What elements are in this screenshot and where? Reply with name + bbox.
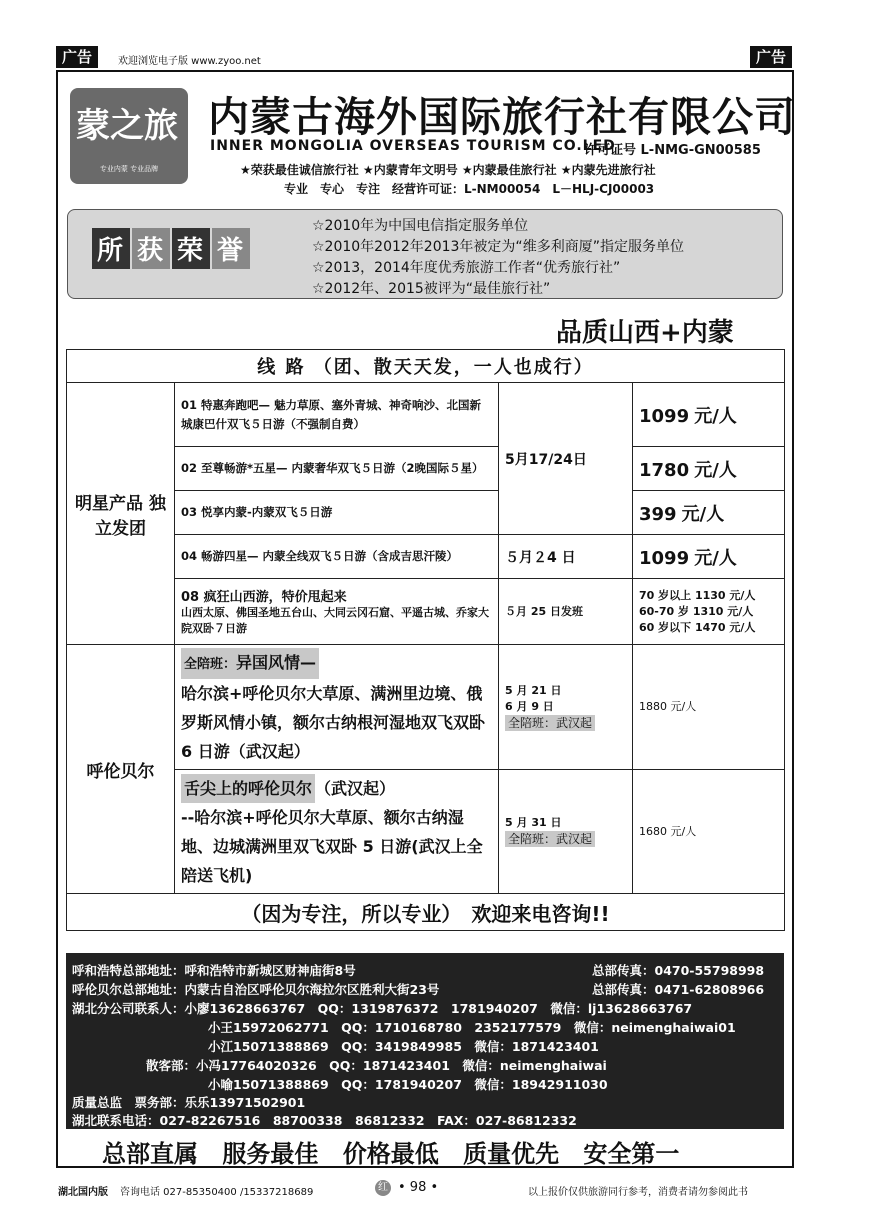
footer-note: 以上报价仅供旅游同行参考，消费者请勿参阅此书: [528, 1187, 748, 1198]
contact-line: 小江15071388869 QQ：3419849985 微信：1871423401: [208, 1039, 599, 1054]
route-hulunbuir-food: [175, 770, 499, 894]
ad-tag-right: 广告: [750, 46, 792, 68]
route-08-text: 山西太原、佛国圣地五台山、大同云冈石窟、平遥古城、乔家大院双卧７日游: [181, 606, 489, 635]
bottom-slogan: 总部直属 服务最佳 价格最低 质量优先 安全第一: [102, 1139, 680, 1168]
honors-badge-char: 获: [132, 228, 170, 269]
honors-badge-char: 所: [92, 228, 130, 269]
route-food-suffix: （武汉起）: [315, 778, 396, 798]
honor-item: ☆2012年、2015被评为“最佳旅行社”: [312, 281, 551, 297]
escort-label: 全陪班：武汉起: [505, 715, 595, 731]
price-unit: 元/人: [681, 503, 725, 525]
route-01: 01 特惠奔跑吧— 魅力草原、塞外青城、神奇响沙、北国新城康巴什双飞５日游（不强制自费）: [175, 383, 499, 447]
route-04: 04 畅游四星— 内蒙全线双飞５日游（含成吉思汗陵）: [175, 535, 499, 579]
dates-food: [499, 770, 633, 894]
price-cell: [633, 491, 785, 535]
route-exotic: [175, 645, 499, 770]
welcome-text: 欢迎浏览电子版 www.zyoo.net: [118, 56, 261, 67]
honor-item: ☆2010年为中国电信指定服务单位: [312, 218, 529, 234]
escort-label: 全陪班：武汉起: [505, 831, 595, 847]
contact-line: 小喻15071388869 QQ：1781940207 微信：18942911030: [208, 1077, 608, 1092]
route-03: 03 悦享内蒙-内蒙双飞５日游: [175, 491, 499, 535]
price-cell: [633, 383, 785, 447]
price-food: 1680 元/人: [633, 770, 785, 894]
license-number: 许可证号 L-NMG-GN00585: [584, 143, 761, 158]
consult-slogan: （因为专注，所以专业） 欢迎来电咨询!!: [67, 894, 785, 931]
date-line: 6 月 9 日: [505, 699, 554, 713]
honors-badge-char: 誉: [212, 228, 250, 269]
contact-line: 呼和浩特总部地址：呼和浩特市新城区财神庙街8号: [72, 963, 356, 978]
contact-line: 小王15972062771 QQ：1710168780 2352177579 微信：neimenghaiwai01: [208, 1020, 736, 1035]
honor-item: ☆2013，2014年度优秀旅游工作者“优秀旅行社”: [312, 260, 621, 276]
route-food-title: 舌尖上的呼伦贝尔: [181, 774, 315, 803]
age-price: 60-70 岁 1310 元/人: [639, 604, 754, 618]
company-logo: [70, 88, 188, 184]
logo-subtitle: 专业内蒙 专业品牌: [99, 165, 159, 173]
contact-line: 湖北分公司联系人：小廖13628663767 QQ：1319876372 1781940207 微信：lj13628663767: [72, 1001, 693, 1016]
route-exotic-title: [181, 648, 319, 679]
price-cell: [633, 447, 785, 491]
honors-badge-char: 荣: [172, 228, 210, 269]
escort-tag: 全陪班：: [184, 657, 237, 672]
contact-line: 质量总监 票务部：乐乐13971502901: [72, 1095, 306, 1110]
company-name-en: INNER MONGOLIA OVERSEAS TOURISM CO.LED: [210, 138, 616, 154]
contact-fax: 总部传真：0471-62808966: [592, 982, 765, 997]
price-unit: 元/人: [694, 459, 737, 481]
route-exotic-text: 哈尔滨+呼伦贝尔大草原、满洲里边境、俄罗斯风情小镇，额尔古纳根河湿地双飞双卧 6 日游（武汉起）: [181, 684, 486, 761]
contact-fax: 总部传真：0470-55798998: [592, 963, 765, 978]
specialty-line: 专业 专心 专注 经营许可证：L-NM00054 L－HLJ-CJ00003: [284, 182, 655, 196]
footer-edition: 湖北国内版: [58, 1187, 108, 1198]
awards-line: ★荣获最佳诚信旅行社 ★内蒙青年文明号 ★内蒙最佳旅行社 ★内蒙先进旅行社: [240, 163, 656, 177]
age-price: 60 岁以下 1470 元/人: [639, 620, 756, 634]
footer-badge: 红: [375, 1180, 391, 1196]
route-08: [175, 579, 499, 645]
footer-phone: 咨询电话 027-85350400 /15337218689: [120, 1187, 314, 1198]
price-value: 399: [639, 503, 677, 525]
price-unit: 元/人: [694, 547, 737, 569]
price-unit: 元/人: [694, 405, 737, 427]
age-prices: [633, 579, 785, 645]
contact-panel: [66, 953, 784, 1129]
honors-badge: [92, 228, 252, 269]
price-exotic: 1880 元/人: [633, 645, 785, 770]
price-cell: [633, 535, 785, 579]
category-hulunbuir: 呼伦贝尔: [67, 645, 175, 894]
category-star-products: 明星产品 独立发团: [67, 383, 175, 645]
contact-line: 散客部：小冯17764020326 QQ：1871423401 微信：neimenghaiwai: [146, 1058, 607, 1073]
contact-line: 呼伦贝尔总部地址：内蒙古自治区呼伦贝尔海拉尔区胜利大街23号: [72, 982, 440, 997]
date-25: ５月 25 日发班: [499, 579, 633, 645]
route-02: 02 至尊畅游*五星— 内蒙奢华双飞５日游（2晚国际５星）: [175, 447, 499, 491]
contact-line: 湖北联系电话：027-82267516 88700338 86812332 FAX：027-86812332: [72, 1113, 577, 1128]
price-value: 1780: [639, 459, 690, 481]
age-price: 70 岁以上 1130 元/人: [639, 588, 756, 602]
honor-item: ☆2010年2012年2013年被定为“维多利商厦”指定服务单位: [312, 239, 684, 255]
date-line: 5 月 21 日: [505, 683, 562, 697]
company-name-cn: 内蒙古海外国际旅行社有限公司: [208, 93, 796, 141]
route-food-text: --哈尔滨+呼伦贝尔大草原、额尔古纳湿地、边城满洲里双飞双卧 5 日游(武汉上全陪送飞机): [181, 807, 483, 885]
price-value: 1099: [639, 405, 690, 427]
route-08-title: 08 疯狂山西游，特价甩起来: [181, 590, 347, 605]
date-17-24: 5月17/24日: [499, 383, 633, 535]
itinerary-table: [66, 349, 785, 931]
date-24: ５月２4 日: [499, 535, 633, 579]
route-exotic-name: 异国风情—: [236, 653, 317, 672]
logo-glyphs: 蒙之旅: [76, 106, 178, 146]
date-line: 5 月 31 日: [505, 816, 562, 829]
product-title: 品质山西+内蒙: [556, 318, 734, 348]
ad-tag-left: 广告: [56, 46, 98, 68]
table-header: 线 路 （团、散天天发，一人也成行）: [67, 350, 785, 383]
price-value: 1099: [639, 547, 690, 569]
dates-exotic: [499, 645, 633, 770]
page-number: • 98 •: [398, 1180, 439, 1195]
